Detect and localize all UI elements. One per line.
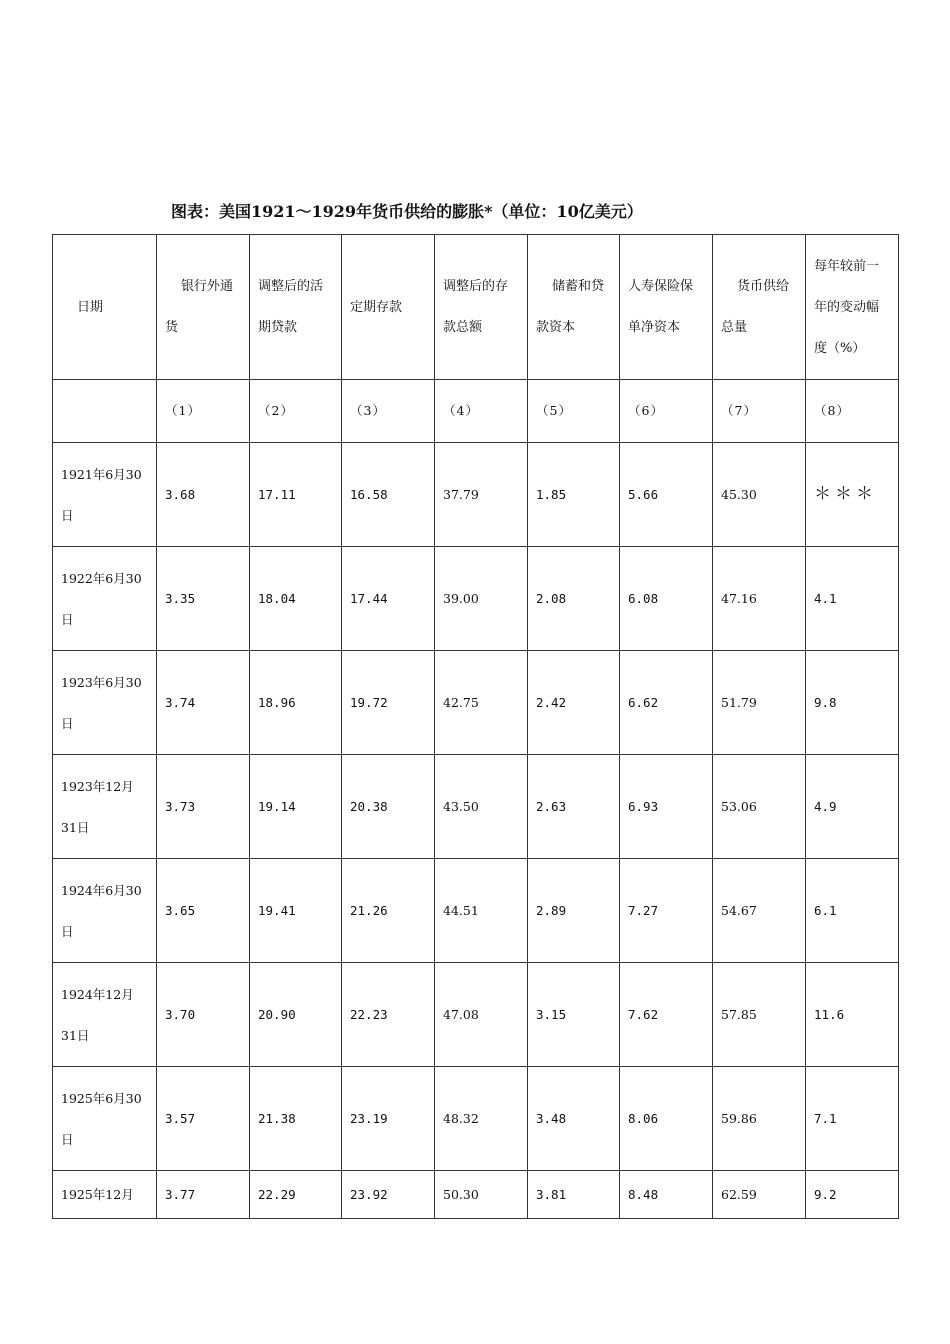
value-cell-c5 xyxy=(528,1171,620,1219)
cell-value: 21.38 xyxy=(258,1110,296,1126)
value-cell-c2 xyxy=(250,1171,342,1219)
value-cell-c2 xyxy=(250,547,342,651)
cell-value: 23.19 xyxy=(350,1110,388,1126)
value-cell-c2 xyxy=(250,651,342,755)
cell-value: 9.2 xyxy=(814,1186,837,1202)
header-label: 人寿保险保单净资本 xyxy=(628,279,694,335)
cell-value: 3.77 xyxy=(165,1186,196,1202)
table-row xyxy=(53,755,899,859)
value-cell-c4 xyxy=(435,755,528,859)
value-cell-c8 xyxy=(806,963,899,1067)
cell-value: 3.74 xyxy=(165,694,196,710)
index-cell xyxy=(342,380,435,443)
date-value: 1921年6月30日 xyxy=(61,466,142,523)
cell-value: 54.67 xyxy=(721,902,757,918)
cell-value: ＊＊＊ xyxy=(814,484,877,504)
cell-value: 53.06 xyxy=(721,798,757,814)
value-cell-c1 xyxy=(157,547,250,651)
index-cell xyxy=(806,380,899,443)
value-cell-c3 xyxy=(342,1067,435,1171)
table-row xyxy=(53,651,899,755)
value-cell-c1 xyxy=(157,651,250,755)
value-cell-c3 xyxy=(342,1171,435,1219)
cell-value: 17.44 xyxy=(350,590,388,606)
index-cell xyxy=(620,380,713,443)
date-cell xyxy=(53,443,157,547)
cell-value: 8.48 xyxy=(628,1186,659,1202)
cell-value: 4.1 xyxy=(814,590,837,606)
cell-value: 45.30 xyxy=(721,486,757,502)
value-cell-c6 xyxy=(620,1067,713,1171)
table-row xyxy=(53,443,899,547)
value-cell-c5 xyxy=(528,755,620,859)
cell-value: 7.27 xyxy=(628,902,659,918)
cell-value: 9.8 xyxy=(814,694,837,710)
header-time-deposits xyxy=(342,235,435,380)
value-cell-c3 xyxy=(342,755,435,859)
index-cell xyxy=(528,380,620,443)
cell-value: 3.68 xyxy=(165,486,196,502)
value-cell-c6 xyxy=(620,443,713,547)
cell-value: 3.35 xyxy=(165,590,196,606)
date-cell xyxy=(53,1067,157,1171)
cell-value: 3.65 xyxy=(165,902,196,918)
cell-value: 16.58 xyxy=(350,486,388,502)
column-index-row xyxy=(53,380,899,443)
index-label: （1） xyxy=(165,403,201,418)
table-row xyxy=(53,1171,899,1219)
value-cell-c7 xyxy=(713,859,806,963)
table-row xyxy=(53,859,899,963)
cell-value: 18.96 xyxy=(258,694,296,710)
table-row xyxy=(53,963,899,1067)
index-label: （6） xyxy=(628,403,664,418)
date-cell xyxy=(53,547,157,651)
cell-value: 21.26 xyxy=(350,902,388,918)
cell-value: 39.00 xyxy=(443,590,479,606)
header-label: 调整后的活期贷款 xyxy=(258,279,324,335)
cell-value: 47.08 xyxy=(443,1006,479,1022)
cell-value: 48.32 xyxy=(443,1110,479,1126)
index-cell xyxy=(713,380,806,443)
header-currency xyxy=(157,235,250,380)
value-cell-c6 xyxy=(620,963,713,1067)
cell-value: 3.81 xyxy=(536,1186,567,1202)
cell-value: 1.85 xyxy=(536,486,567,502)
header-demand-deposits xyxy=(250,235,342,380)
value-cell-c1 xyxy=(157,1171,250,1219)
index-cell xyxy=(157,380,250,443)
header-savings-loan xyxy=(528,235,620,380)
value-cell-c4 xyxy=(435,859,528,963)
value-cell-c1 xyxy=(157,963,250,1067)
value-cell-c8 xyxy=(806,443,899,547)
date-cell xyxy=(53,651,157,755)
cell-value: 6.62 xyxy=(628,694,659,710)
date-cell xyxy=(53,859,157,963)
cell-value: 2.08 xyxy=(536,590,567,606)
value-cell-c5 xyxy=(528,443,620,547)
table-row xyxy=(53,547,899,651)
value-cell-c2 xyxy=(250,963,342,1067)
value-cell-c5 xyxy=(528,651,620,755)
cell-value: 6.1 xyxy=(814,902,837,918)
cell-value: 6.93 xyxy=(628,798,659,814)
value-cell-c7 xyxy=(713,443,806,547)
date-value: 1922年6月30日 xyxy=(61,570,142,627)
value-cell-c1 xyxy=(157,1067,250,1171)
value-cell-c8 xyxy=(806,755,899,859)
cell-value: 19.72 xyxy=(350,694,388,710)
cell-value: 47.16 xyxy=(721,590,757,606)
header-label: 日期 xyxy=(77,299,104,315)
header-life-insurance xyxy=(620,235,713,380)
header-label: 储蓄和贷款资本 xyxy=(536,279,605,335)
value-cell-c5 xyxy=(528,547,620,651)
cell-value: 20.90 xyxy=(258,1006,296,1022)
value-cell-c1 xyxy=(157,859,250,963)
cell-value: 43.50 xyxy=(443,798,479,814)
date-cell xyxy=(53,963,157,1067)
index-label: （2） xyxy=(258,403,294,418)
header-label: 调整后的存款总额 xyxy=(443,279,509,335)
cell-value: 2.42 xyxy=(536,694,567,710)
date-cell xyxy=(53,755,157,859)
cell-value: 11.6 xyxy=(814,1006,845,1022)
index-cell xyxy=(435,380,528,443)
date-value: 1925年12月 xyxy=(61,1187,134,1202)
header-money-supply xyxy=(713,235,806,380)
header-label: 定期存款 xyxy=(350,299,403,315)
value-cell-c7 xyxy=(713,1171,806,1219)
cell-value: 22.29 xyxy=(258,1186,296,1202)
value-cell-c8 xyxy=(806,859,899,963)
value-cell-c4 xyxy=(435,547,528,651)
cell-value: 3.73 xyxy=(165,798,196,814)
header-date xyxy=(53,235,157,380)
value-cell-c3 xyxy=(342,547,435,651)
cell-value: 18.04 xyxy=(258,590,296,606)
value-cell-c2 xyxy=(250,443,342,547)
date-value: 1923年12月31日 xyxy=(61,778,134,835)
value-cell-c6 xyxy=(620,1171,713,1219)
index-label: （3） xyxy=(350,403,386,418)
value-cell-c5 xyxy=(528,859,620,963)
cell-value: 20.38 xyxy=(350,798,388,814)
cell-value: 7.62 xyxy=(628,1006,659,1022)
cell-value: 62.59 xyxy=(721,1186,757,1202)
header-label: 每年较前一年的变动幅度（%） xyxy=(814,258,880,356)
value-cell-c6 xyxy=(620,859,713,963)
index-label: （5） xyxy=(536,403,572,418)
value-cell-c4 xyxy=(435,963,528,1067)
money-supply-table xyxy=(52,234,899,1219)
header-annual-change xyxy=(806,235,899,380)
cell-value: 19.41 xyxy=(258,902,296,918)
date-value: 1925年6月30日 xyxy=(61,1090,142,1147)
cell-value: 50.30 xyxy=(443,1186,479,1202)
value-cell-c7 xyxy=(713,755,806,859)
cell-value: 17.11 xyxy=(258,486,296,502)
value-cell-c7 xyxy=(713,547,806,651)
value-cell-c3 xyxy=(342,443,435,547)
cell-value: 44.51 xyxy=(443,902,479,918)
page-title: 图表：美国1921～1929年货币供给的膨胀*（单位：10亿美元） xyxy=(171,202,643,221)
index-label: （4） xyxy=(443,403,479,418)
value-cell-c1 xyxy=(157,755,250,859)
value-cell-c5 xyxy=(528,1067,620,1171)
value-cell-c4 xyxy=(435,443,528,547)
value-cell-c7 xyxy=(713,1067,806,1171)
index-label: （7） xyxy=(721,403,757,418)
index-label: （8） xyxy=(814,403,850,418)
value-cell-c8 xyxy=(806,651,899,755)
index-cell xyxy=(53,380,157,443)
table-row xyxy=(53,1067,899,1171)
cell-value: 3.70 xyxy=(165,1006,196,1022)
value-cell-c3 xyxy=(342,651,435,755)
cell-value: 22.23 xyxy=(350,1006,388,1022)
cell-value: 8.06 xyxy=(628,1110,659,1126)
header-label: 货币供给总量 xyxy=(721,279,790,335)
value-cell-c7 xyxy=(713,651,806,755)
cell-value: 23.92 xyxy=(350,1186,388,1202)
cell-value: 7.1 xyxy=(814,1110,837,1126)
value-cell-c4 xyxy=(435,651,528,755)
header-label: 银行外通货 xyxy=(165,279,234,335)
value-cell-c2 xyxy=(250,755,342,859)
value-cell-c7 xyxy=(713,963,806,1067)
value-cell-c4 xyxy=(435,1067,528,1171)
cell-value: 5.66 xyxy=(628,486,659,502)
index-cell xyxy=(250,380,342,443)
date-value: 1923年6月30日 xyxy=(61,674,142,731)
cell-value: 3.57 xyxy=(165,1110,196,1126)
header-total-deposits xyxy=(435,235,528,380)
value-cell-c8 xyxy=(806,1171,899,1219)
value-cell-c6 xyxy=(620,547,713,651)
value-cell-c8 xyxy=(806,547,899,651)
cell-value: 2.63 xyxy=(536,798,567,814)
cell-value: 59.86 xyxy=(721,1110,757,1126)
value-cell-c6 xyxy=(620,755,713,859)
cell-value: 4.9 xyxy=(814,798,837,814)
value-cell-c3 xyxy=(342,859,435,963)
value-cell-c6 xyxy=(620,651,713,755)
date-value: 1924年6月30日 xyxy=(61,882,142,939)
value-cell-c3 xyxy=(342,963,435,1067)
value-cell-c2 xyxy=(250,1067,342,1171)
value-cell-c1 xyxy=(157,443,250,547)
value-cell-c5 xyxy=(528,963,620,1067)
cell-value: 37.79 xyxy=(443,486,479,502)
value-cell-c2 xyxy=(250,859,342,963)
header-row xyxy=(53,235,899,380)
cell-value: 6.08 xyxy=(628,590,659,606)
date-value: 1924年12月31日 xyxy=(61,986,134,1043)
cell-value: 19.14 xyxy=(258,798,296,814)
value-cell-c4 xyxy=(435,1171,528,1219)
cell-value: 57.85 xyxy=(721,1006,757,1022)
date-cell xyxy=(53,1171,157,1219)
cell-value: 3.48 xyxy=(536,1110,567,1126)
value-cell-c8 xyxy=(806,1067,899,1171)
cell-value: 3.15 xyxy=(536,1006,567,1022)
cell-value: 51.79 xyxy=(721,694,757,710)
cell-value: 2.89 xyxy=(536,902,567,918)
cell-value: 42.75 xyxy=(443,694,479,710)
